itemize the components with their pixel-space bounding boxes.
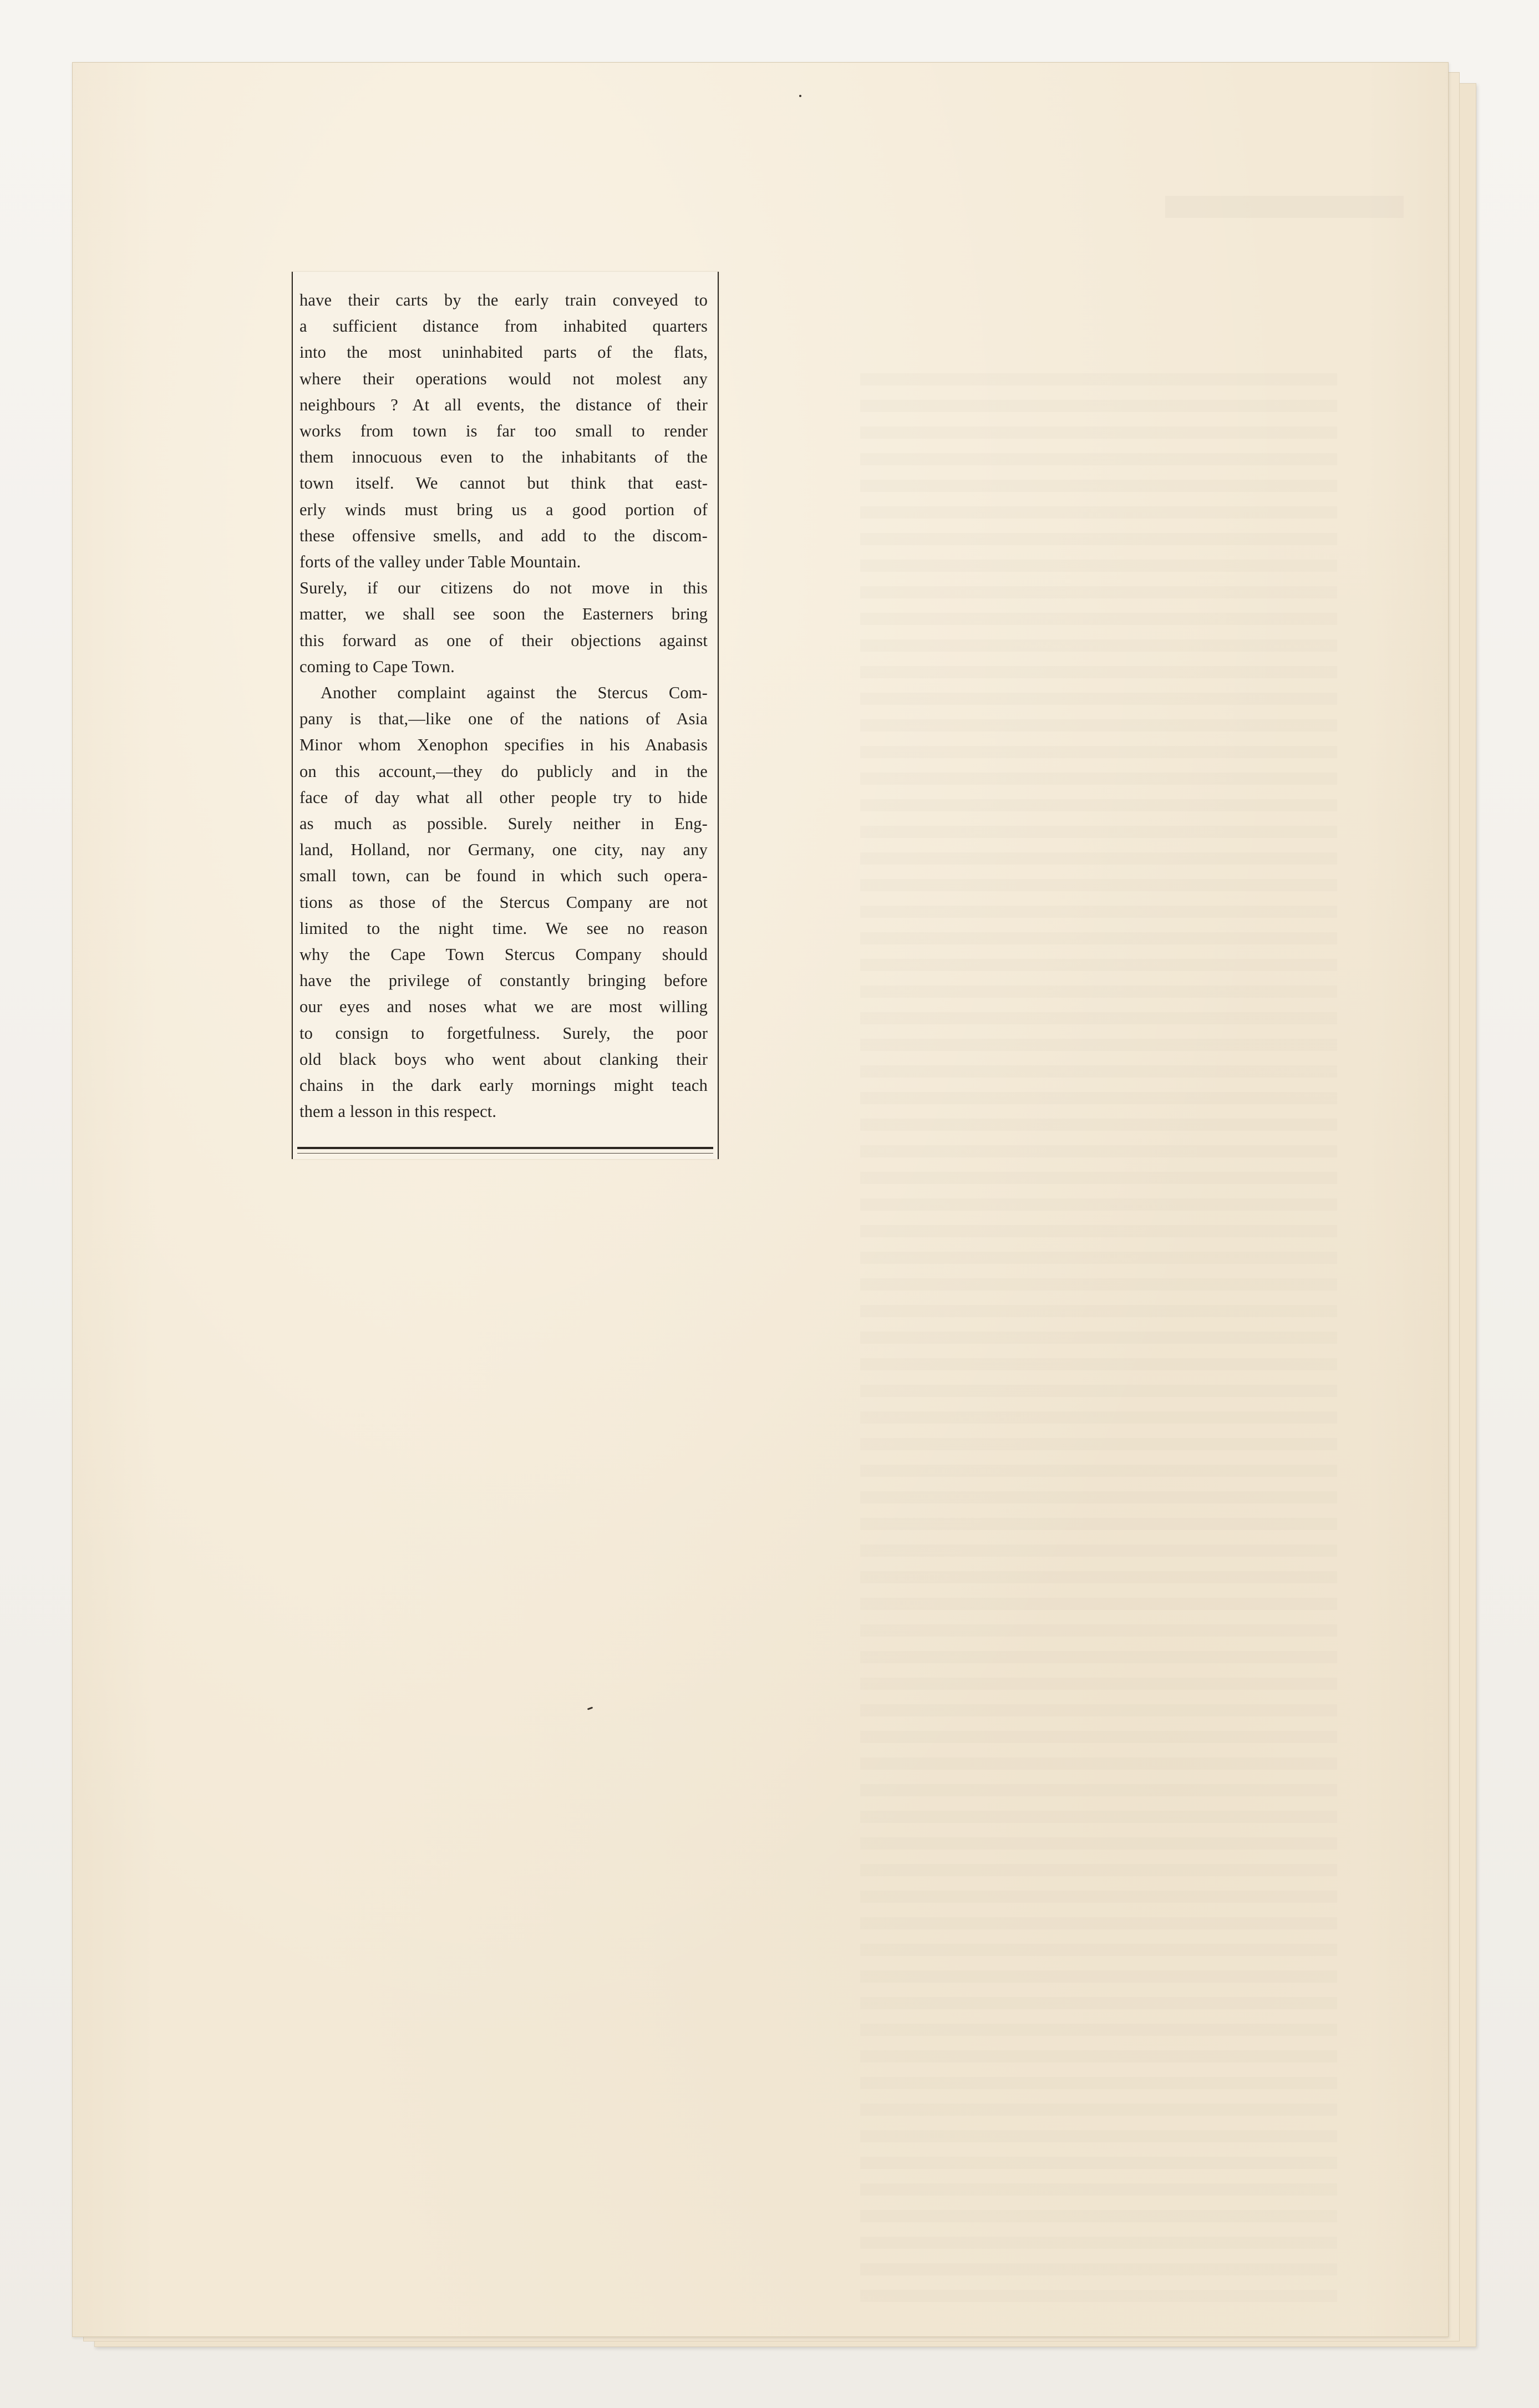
text-line: old black boys who went about clanking their xyxy=(299,1049,708,1069)
text-line: tions as those of the Stercus Company are not xyxy=(299,892,708,912)
text-line: have their carts by the early train conveyed to xyxy=(299,291,708,309)
newspaper-clipping xyxy=(292,272,719,1159)
text-line: them a lesson in this respect. xyxy=(299,1102,497,1121)
text-line: works from town is far too small to render xyxy=(299,421,708,441)
text-line: erly winds must bring us a good portion of xyxy=(299,500,708,519)
text-line: into the most uninhabited parts of the flats, xyxy=(299,343,708,362)
column-end-rule-thin xyxy=(297,1153,713,1154)
text-line: neighbours ? At all events, the distance of their xyxy=(299,395,708,414)
paper-speck xyxy=(587,1706,593,1710)
text-line: Surely, if our citizens do not move in this xyxy=(299,578,708,598)
text-line: our eyes and noses what we are most willing xyxy=(299,997,708,1017)
text-line: forts of the valley under Table Mountain. xyxy=(299,552,581,572)
text-line: to consign to forgetfulness. Surely, the poor xyxy=(299,1023,708,1043)
clipping-paragraph-2 xyxy=(299,680,708,1125)
text-line: have the privilege of constantly bringing before xyxy=(299,971,708,990)
text-line: small town, can be found in which such opera- xyxy=(299,866,708,886)
text-line: Another complaint against the Stercus Com- xyxy=(321,683,708,703)
text-line: chains in the dark early mornings might teach xyxy=(299,1076,708,1095)
text-line: where their operations would not molest any xyxy=(299,369,708,388)
text-line: these offensive smells, and add to the discom- xyxy=(299,526,708,545)
text-line: coming to Cape Town. xyxy=(299,657,455,676)
text-line: as much as possible. Surely neither in Eng- xyxy=(299,814,708,834)
text-line: on this account,—they do publicly and in the xyxy=(299,761,708,781)
show-through-heading xyxy=(1165,196,1404,218)
text-line: Minor whom Xenophon specifies in his Anabasis xyxy=(299,735,708,755)
column-end-rule xyxy=(297,1147,713,1149)
album-page xyxy=(72,62,1449,2337)
show-through-text xyxy=(860,373,1337,2314)
paper-speck xyxy=(799,95,801,97)
text-line: this forward as one of their objections against xyxy=(299,631,708,650)
text-line: pany is that,—like one of the nations of Asia xyxy=(299,709,708,729)
text-line: matter, we shall see soon the Easterners bring xyxy=(299,604,708,624)
text-line: why the Cape Town Stercus Company should xyxy=(299,945,708,964)
text-line: a sufficient distance from inhabited quarters xyxy=(299,317,708,336)
text-line: limited to the night time. We see no reason xyxy=(299,918,708,938)
text-line: them innocuous even to the inhabitants of the xyxy=(299,448,708,467)
text-line: land, Holland, nor Germany, one city, nay any xyxy=(299,840,708,860)
text-line: face of day what all other people try to hide xyxy=(299,788,708,807)
text-line: town itself. We cannot but think that east- xyxy=(299,474,708,493)
clipping-paragraph-1 xyxy=(299,287,708,680)
